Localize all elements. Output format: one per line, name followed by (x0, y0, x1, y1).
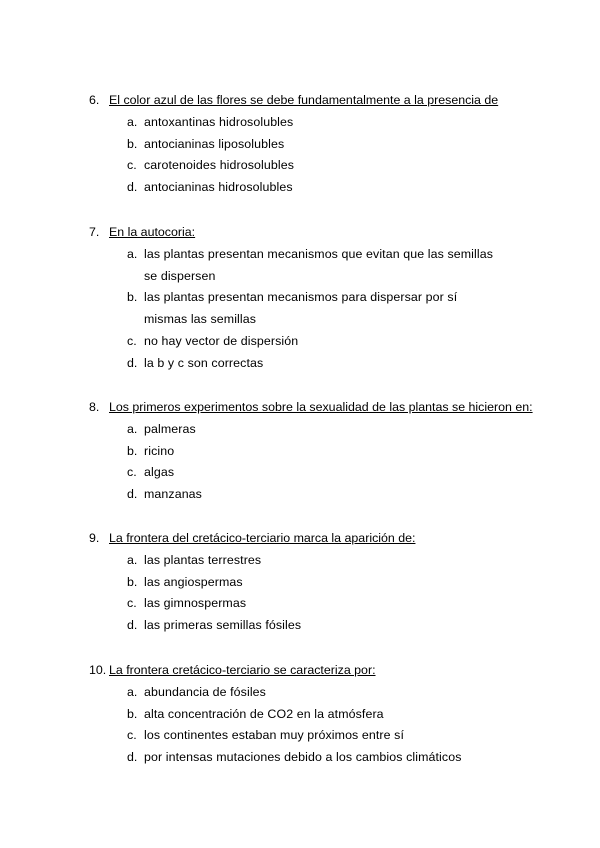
question-text: En la autocoria: (109, 225, 196, 239)
option-text: las plantas presentan mecanismos que evitan que las semillas se dispersen (144, 246, 493, 283)
question-9 (89, 528, 569, 637)
option-text: las plantas terrestres (144, 552, 262, 567)
option-list (89, 682, 569, 769)
option-text: abundancia de fósiles (144, 684, 266, 699)
option-letter: d. (127, 180, 138, 195)
option-letter: b. (127, 706, 138, 721)
question-text: La frontera del cretácico-terciario marca la aparición de: (109, 531, 416, 545)
question-text: El color azul de las flores se debe fundamentalmente a la presencia de (109, 93, 499, 107)
option-b (89, 287, 569, 331)
option-b (89, 441, 569, 463)
question-6 (89, 90, 569, 199)
question-number: 9. (89, 531, 100, 545)
option-letter: d. (127, 618, 138, 633)
option-letter: a. (127, 684, 138, 699)
option-text: carotenoides hidrosolubles (144, 158, 295, 173)
option-letter: b. (127, 290, 138, 305)
option-c (89, 155, 569, 177)
option-c (89, 725, 569, 747)
question-header (89, 397, 569, 419)
option-letter: b. (127, 443, 138, 458)
option-text: antocianinas hidrosolubles (144, 180, 293, 195)
option-b (89, 134, 569, 156)
option-text: alta concentración de CO2 en la atmósfera (144, 706, 384, 721)
option-a (89, 550, 569, 572)
option-letter: c. (127, 333, 137, 348)
option-letter: c. (127, 596, 137, 611)
option-letter: a. (127, 114, 138, 129)
question-number: 6. (89, 93, 100, 107)
option-a (89, 419, 569, 441)
option-text: ricino (144, 443, 175, 458)
question-text: La frontera cretácico-terciario se caracteriza por: (109, 663, 376, 677)
question-header (89, 222, 569, 244)
option-text: manzanas (144, 487, 202, 502)
option-c (89, 593, 569, 615)
option-list (89, 550, 569, 637)
option-text: por intensas mutaciones debido a los cambios climáticos (144, 750, 462, 765)
option-text: algas (144, 465, 175, 480)
option-b (89, 704, 569, 726)
option-list (89, 112, 569, 199)
option-text: antoxantinas hidrosolubles (144, 114, 294, 129)
option-text: las primeras semillas fósiles (144, 618, 302, 633)
question-number: 10. (89, 663, 107, 677)
option-text: los continentes estaban muy próximos entre sí (144, 728, 405, 743)
question-text: Los primeros experimentos sobre la sexualidad de las plantas se hicieron en: (109, 400, 533, 414)
option-letter: d. (127, 355, 138, 370)
question-number: 7. (89, 225, 100, 239)
option-a (89, 112, 569, 134)
option-text: las gimnospermas (144, 596, 247, 611)
option-letter: a. (127, 421, 138, 436)
question-header (89, 90, 569, 112)
option-letter: c. (127, 465, 137, 480)
option-text: las angiospermas (144, 574, 243, 589)
option-letter: c. (127, 728, 137, 743)
option-d (89, 353, 569, 375)
question-header (89, 660, 569, 682)
option-c (89, 331, 569, 353)
option-text: las plantas presentan mecanismos para dispersar por sí mismas las semillas (144, 290, 458, 327)
question-header (89, 528, 569, 550)
option-letter: d. (127, 750, 138, 765)
option-list (89, 244, 569, 375)
option-d (89, 484, 569, 506)
option-text: antocianinas liposolubles (144, 136, 285, 151)
question-8 (89, 397, 569, 506)
option-letter: b. (127, 574, 138, 589)
option-d (89, 615, 569, 637)
option-d (89, 177, 569, 199)
option-text: palmeras (144, 421, 196, 436)
option-letter: c. (127, 158, 137, 173)
option-c (89, 462, 569, 484)
option-letter: a. (127, 246, 138, 261)
option-letter: b. (127, 136, 138, 151)
option-a (89, 682, 569, 704)
question-10 (89, 660, 569, 769)
question-7 (89, 222, 569, 375)
option-letter: a. (127, 552, 138, 567)
question-number: 8. (89, 400, 100, 414)
option-text: no hay vector de dispersión (144, 333, 299, 348)
option-list (89, 419, 569, 506)
option-b (89, 572, 569, 594)
option-text: la b y c son correctas (144, 355, 264, 370)
option-a (89, 244, 569, 288)
option-d (89, 747, 569, 769)
option-letter: d. (127, 487, 138, 502)
